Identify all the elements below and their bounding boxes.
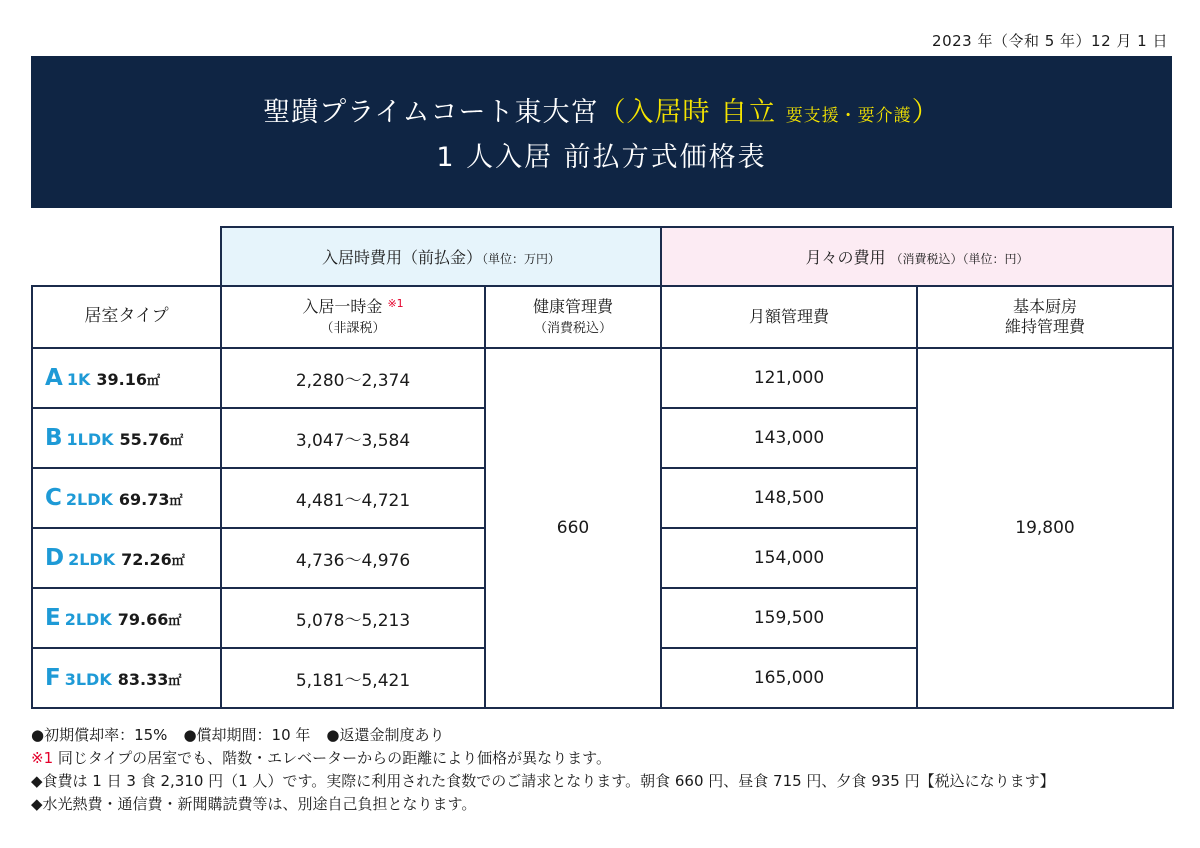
area-unit: ㎡ (146, 374, 160, 389)
group-monthly-unit: （消費税込）（単位：円） (890, 252, 1029, 266)
room-layout: 3LDK (64, 670, 112, 689)
note-utilities: ◆水光熱費・通信費・新聞購読費等は、別途自己負担となります。 (31, 795, 477, 813)
monthly-fee-cell: 165,000 (661, 648, 917, 708)
room-area: 39.16 (96, 370, 147, 389)
lump-sum-cell: 3,047～3,584 (221, 408, 485, 468)
group-initial-unit: （単位：万円） (482, 252, 561, 266)
room-area: 83.33 (117, 670, 169, 689)
header-kitchen-fee (917, 286, 1173, 348)
note-meals: ◆食費は 1 日 3 食 2,310 円（1 人）です。実際に利用された食数でのご請求となります。朝食 660 円、昼食 715 円、夕食 935 円【税込になります】 (31, 772, 1055, 790)
lump-sum-cell: 4,736～4,976 (221, 528, 485, 588)
table-row (32, 348, 1173, 408)
group-monthly-label: 月々の費用 (805, 248, 886, 267)
area-unit: ㎡ (168, 674, 182, 689)
issue-date: 2023 年（令和 5 年）12 月 1 日 (932, 32, 1168, 50)
area-unit: ㎡ (171, 554, 185, 569)
group-header-monthly-cost (661, 227, 1173, 286)
column-header-row (32, 286, 1173, 348)
kitchen-fee-cell: 19,800 (917, 348, 1173, 708)
header-kitchen-fee-line2: 維持管理費 (1004, 317, 1085, 336)
room-type-cell (32, 408, 221, 468)
header-health-fee (485, 286, 661, 348)
area-unit: ㎡ (169, 494, 183, 509)
eligibility-small: 要支援・要介護 (785, 106, 912, 126)
header-lump-sum-label: 入居一時金 (302, 296, 383, 316)
header-lump-sum (221, 286, 485, 348)
room-area: 72.26 (121, 550, 172, 569)
room-layout: 1LDK (66, 430, 114, 449)
monthly-fee-cell: 121,000 (661, 348, 917, 408)
note-price-variation-text: 同じタイプの居室でも、階数・エレベーターからの距離により価格が異なります。 (57, 749, 611, 767)
footnote-mark: ※1 (387, 296, 404, 310)
footnotes (31, 724, 1055, 816)
group-initial-label: 入居時費用（前払金） (321, 248, 482, 267)
banner-title (263, 90, 939, 129)
header-health-fee-label: 健康管理費 (532, 296, 613, 316)
room-area: 69.73 (118, 490, 170, 509)
room-letter: E (45, 605, 61, 631)
note-period: ●償却期間：10 年 (183, 726, 311, 744)
header-health-fee-note: （消費税込） (533, 320, 612, 336)
note-mark: ※1 (31, 749, 54, 767)
header-monthly-fee: 月額管理費 (661, 286, 917, 348)
group-header-row (32, 227, 1173, 286)
lump-sum-cell: 5,181～5,421 (221, 648, 485, 708)
room-letter: D (45, 545, 65, 571)
group-header-initial-cost (221, 227, 661, 286)
facility-name: 聖蹟プライムコート東大宮 (263, 97, 599, 128)
monthly-fee-cell: 159,500 (661, 588, 917, 648)
room-type-cell (32, 348, 221, 408)
title-banner (31, 56, 1172, 208)
room-area: 79.66 (117, 610, 169, 629)
header-kitchen-fee-line1: 基本厨房 (1012, 297, 1077, 316)
header-room-type: 居室タイプ (32, 286, 221, 348)
area-unit: ㎡ (168, 614, 182, 629)
room-type-cell (32, 528, 221, 588)
room-layout: 1K (66, 370, 91, 389)
room-letter: A (45, 365, 63, 391)
note-initial-rate: ●初期償却率：15% (31, 726, 168, 744)
room-layout: 2LDK (68, 550, 116, 569)
room-layout: 2LDK (64, 610, 112, 629)
eligibility-open: （入居時 自立 (598, 97, 777, 128)
area-unit: ㎡ (170, 434, 184, 449)
empty-corner (32, 227, 221, 286)
room-layout: 2LDK (65, 490, 113, 509)
room-type-cell (32, 468, 221, 528)
price-table (31, 226, 1174, 709)
note-refund: ●返還金制度あり (326, 726, 445, 744)
banner-subtitle: 1 人入居 前払方式価格表 (436, 142, 767, 173)
monthly-fee-cell: 148,500 (661, 468, 917, 528)
note-price-variation (31, 747, 1055, 770)
note-amortization (31, 724, 1055, 747)
room-letter: F (45, 665, 61, 691)
room-letter: C (45, 485, 62, 511)
room-letter: B (45, 425, 63, 451)
eligibility-close: ） (911, 97, 940, 128)
lump-sum-cell: 2,280～2,374 (221, 348, 485, 408)
lump-sum-cell: 5,078～5,213 (221, 588, 485, 648)
room-type-cell (32, 588, 221, 648)
monthly-fee-cell: 154,000 (661, 528, 917, 588)
room-area: 55.76 (119, 430, 171, 449)
header-lump-sum-note: （非課税） (320, 320, 386, 336)
health-fee-cell: 660 (485, 348, 661, 708)
room-type-cell (32, 648, 221, 708)
monthly-fee-cell: 143,000 (661, 408, 917, 468)
lump-sum-cell: 4,481～4,721 (221, 468, 485, 528)
